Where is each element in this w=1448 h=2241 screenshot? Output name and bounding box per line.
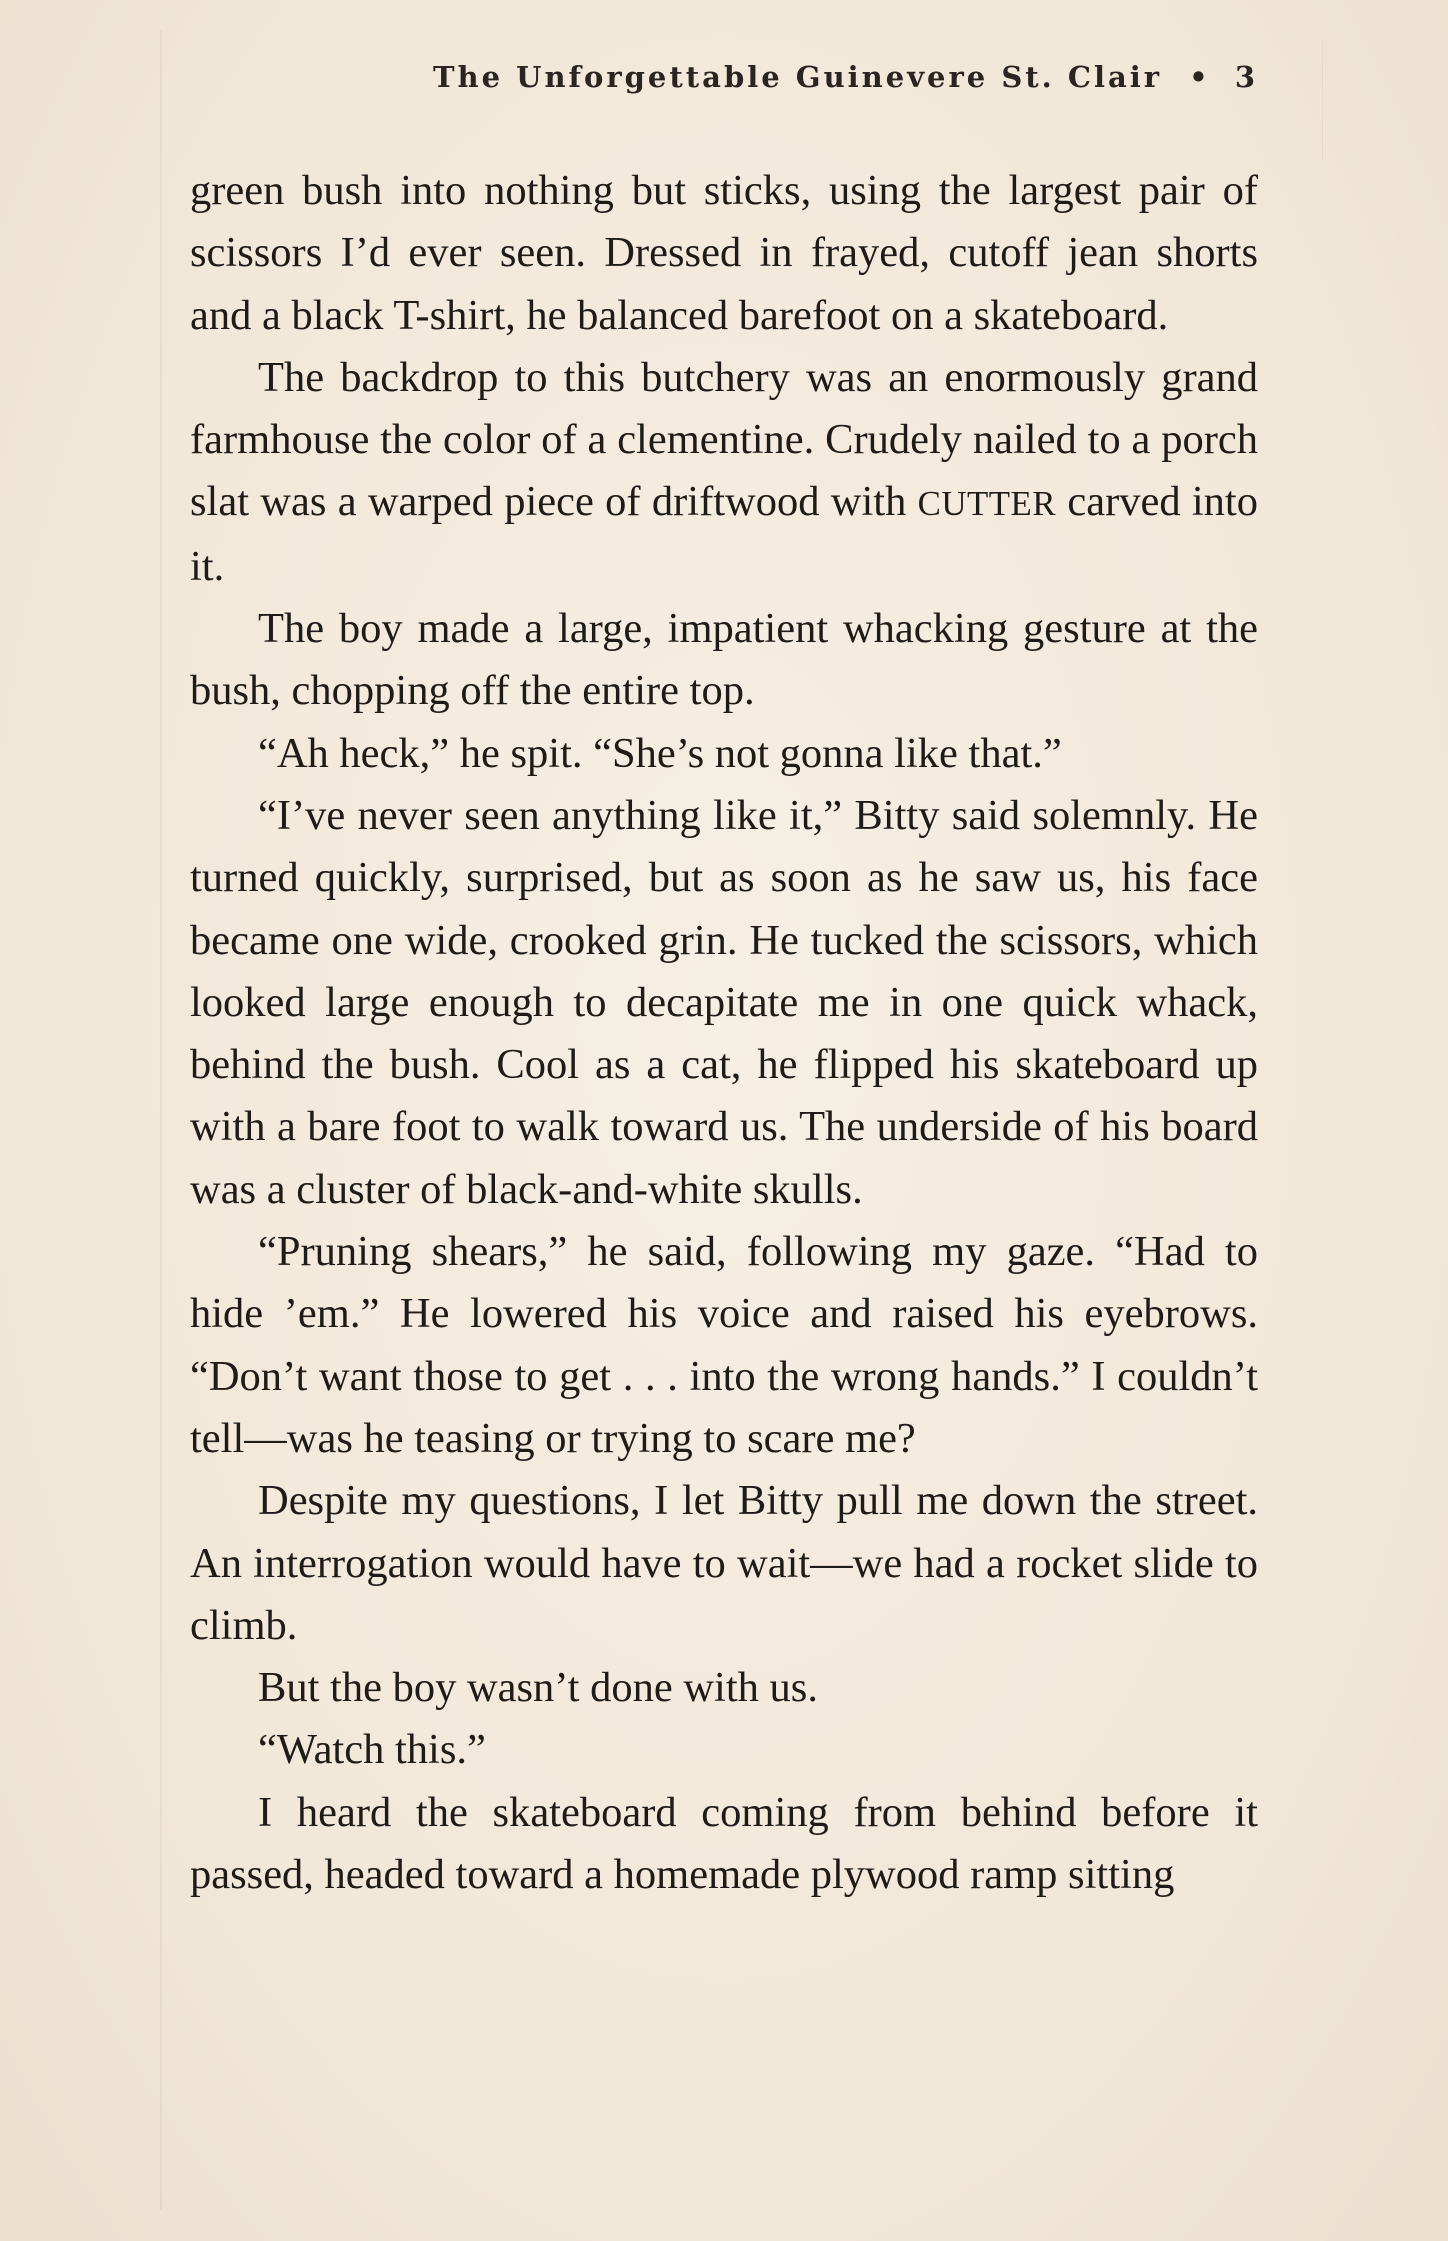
page-crease xyxy=(160,30,162,2210)
paragraph: Despite my questions, I let Bitty pull me down the street. An interrogation would have to wait—we had a rocket slide to climb. xyxy=(190,1477,1258,1649)
paragraph: “I’ve never seen anything like it,” Bitty said solemnly. He turned quickly, surprised, but as soon as he saw us, his face became one wide, crooked grin. He tucked the scissors, which looked large enough to decapitate me in one quick whack, behind the bush. Cool as a cat, he flipped his skateboard up with a bare foot to walk toward us. The underside of his board was a cluster of black-and-white skulls. xyxy=(190,791,1258,1213)
sign-text: CUTTER xyxy=(917,484,1057,524)
page-number: 3 xyxy=(1234,60,1258,94)
running-header xyxy=(190,60,1258,94)
paragraph: “Watch this.” xyxy=(258,1726,486,1774)
paragraph: “Ah heck,” he spit. “She’s not gonna like that.” xyxy=(258,729,1062,777)
body-text xyxy=(190,160,1258,1906)
header-separator: • xyxy=(1189,60,1208,94)
book-title: The Unforgettable Guinevere St. Clair xyxy=(432,60,1163,94)
paragraph: “Pruning shears,” he said, following my gaze. “Had to hide ’em.” He lowered his voice and raised his eyebrows. “Don’t want those to get . . . into the wrong hands.” I couldn’t tell—was he teasing or trying to scare me? xyxy=(190,1228,1258,1462)
page-mark xyxy=(1322,40,1323,160)
paragraph-text: carved into it. xyxy=(190,478,1258,590)
paragraph: I heard the skateboard coming from behind before it passed, headed toward a homemade plywood ramp sitting xyxy=(190,1788,1258,1899)
paragraph: The boy made a large, impatient whacking gesture at the bush, chopping off the entire top. xyxy=(190,605,1258,715)
paragraph: green bush into nothing but sticks, using the largest pair of scissors I’d ever seen. Dressed in frayed, cutoff jean shorts and a black T-shirt, he balanced barefoot on a skateboard. xyxy=(190,167,1258,339)
paragraph xyxy=(190,347,1258,598)
paragraph: But the boy wasn’t done with us. xyxy=(258,1664,818,1712)
paragraph-text: The backdrop to this butchery was an enormously grand farmhouse the color of a clementine. Crudely nailed to a porch slat was a warped piece of driftwood with xyxy=(190,353,1258,526)
